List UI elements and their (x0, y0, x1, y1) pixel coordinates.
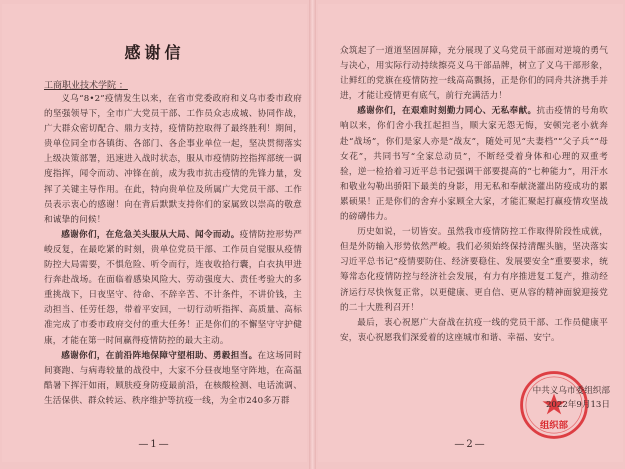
page-number: —2— (454, 439, 487, 450)
paragraph: 历史如说，一切皆安。虽然我市疫情防控工作取得阶段性成就，但是外防输入形势依然严峻。我们必须始终保持清醒头脑，坚决落实习近平总书记“疫情要防住、经济要稳住、发展要安全”重要要求，统筹常态化疫情防控与经济社会发展，有力有序推进复工复产，推动经济运行尽快恢复正常，以更健康、更自信、更从容的精神面貌迎接党的二十大胜利召开！ (340, 227, 608, 313)
paragraph-text: 抗击疫情的号角吹响以来，你们舍小我扛起担当，顺大家无怨无悔，安顿完老小就奔赴“战场”，你们是家人亦是“战友”，随处可见“夫妻档”“父子兵”“母女花”，共同书写“全家总动员”，不断经受着身体和心理的双重考验，逆一检拾着习近平总书记强调干部要提高的“七种能力”，用汗水和敬业勾勒出骄阳下最美的身影，用无私和奉献浇灌出防疫成功的累累硕果！正是你们的舍弃小家顾全大家，才能汇聚起打赢疫情攻坚战的磅礴伟力。 (340, 106, 608, 223)
paragraph-lead: 感谢你们，在艰难时刻勤力同心、无私奉献。 (357, 106, 537, 117)
paragraph: 众筑起了一道道坚固屏障，充分展现了义乌党员干部面对逆境的勇气与决心，用实际行动持续擦亮义乌干部品牌，树立了义乌干部形象，让鲜红的党旗在疫情防控一线高高飘扬，正是你们的同舟共济携手并进，才能让疫情更有底气，前行充满活力！ (340, 46, 608, 102)
letter-title: 感谢信 (124, 43, 185, 62)
page-two (318, 4, 623, 462)
paragraph-text: 疫情防控形势严峻反复，在最吃紧的时刻，贵单位党员干部、工作员自觉服从疫情防控大局需要，不惧危险、听令而行，连夜收拾行囊，白衣执甲进行奔赴战场。在面临着感染风险大、劳动强度大、责任考验大的多重挑战下，日夜坚守、待命、不辞辛苦、不计条件，不讲价钱，主动担当、任劳任怨，带着平安回，一切行动听指挥、高质量、高标准完成了市委市政府交付的重大任务！正是你们的不懈坚守守护健康，才能在第一时间赢得疫情防控的最大主动。 (44, 229, 302, 346)
paragraph (44, 228, 302, 349)
signature-block (490, 384, 610, 412)
page-two-body (340, 44, 608, 346)
page-one-body (44, 92, 302, 409)
paragraph-lead: 感谢你们，在前沿阵地保障守望相助、勇毅担当。 (61, 350, 258, 361)
paragraph (340, 104, 608, 225)
paragraph (44, 349, 302, 409)
signature-date: 2022年9月13日 (545, 400, 610, 410)
signature-org: 中共义乌市委组织部 (532, 386, 610, 396)
paragraph: 最后，衷心祝愿广大奋战在抗疫一线的党员干部、工作员健康平安，衷心祝愿我们深爱着的这座城市和谐、幸福、安宁。 (340, 317, 608, 343)
page-one (2, 4, 307, 462)
book-gutter (309, 0, 316, 469)
seal-text: 组织部 (539, 420, 569, 432)
page-number: —1— (138, 439, 171, 450)
paragraph: 义乌“8•2”疫情发生以来，在省市党委政府和义乌市委市政府的坚强领导下，全市广大党员干部、工作员众志成城、协同作战，广大群众密切配合、鼎力支持，疫情防控取得了最终胜利！期间，贵单位同全市各镇街、各部门、各企事业单位一起，坚决贯彻落实上级决策部署，迅速进入战时状态，服从市疫情防控指挥部统一调度指挥，闻令而动、冲锋在前，成为我市抗击疫情的先锋力量，发挥了关键主导作用。在此，特向贵单位及所属广大党员干部、工作员表示衷心的感谢！向在背后默默支持你们的家属致以崇高的敬意和诚挚的问候！ (44, 94, 302, 225)
paragraph-lead: 感谢你们，在危急关头服从大局、闻令而动。 (61, 229, 240, 240)
salutation: 工商职业技术学院 ： (44, 81, 128, 91)
paragraph-text: 在这场同时间赛跑、与病毒较量的战役中，大家不分昼夜地坚守阵地，在高温酷暑下挥汗如雨，顾肤疫身防疫最前沿，在核酸检测、电话流调、生活保供、群众转运、秩序维护等抗疫一线，为全市240多万群 (44, 350, 302, 406)
